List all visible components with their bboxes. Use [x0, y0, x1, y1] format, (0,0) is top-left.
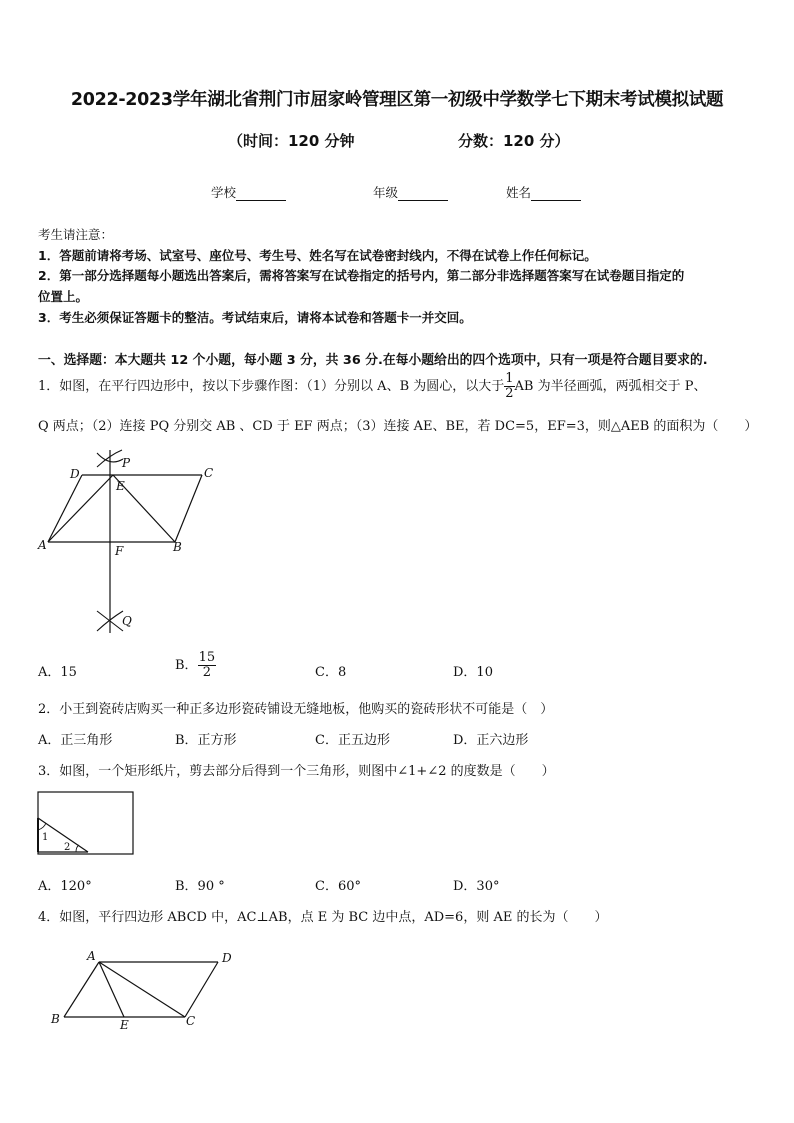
q4-edge-ab: [64, 962, 99, 1017]
q1-fraction: [504, 372, 514, 401]
q4-label-d: D: [222, 951, 232, 965]
q4-figure: [44, 945, 244, 1035]
q4-label-e: E: [120, 1018, 129, 1032]
school-blank: [236, 187, 286, 201]
q1-edge-cb: [175, 475, 202, 542]
q4-label-c: C: [186, 1014, 196, 1028]
q1-option-a[interactable]: A．15: [38, 665, 77, 680]
q1-label-d: D: [70, 467, 80, 481]
q4-edge-dc: [185, 962, 218, 1017]
q2-text: 2．小王到瓷砖店购买一种正多边形瓷砖铺设无缝地板，他购买的瓷砖形状不可能是（ ）: [38, 702, 554, 717]
q2-option-b[interactable]: B．正方形: [175, 733, 237, 748]
exam-title: 2022-2023学年湖北省荆门市屈家岭管理区第一初级中学数学七下期末考试模拟试题: [70, 90, 724, 110]
q3-option-c[interactable]: C．60°: [315, 879, 361, 894]
school-label: 学校: [211, 185, 237, 200]
q4-label-a: A: [87, 949, 96, 963]
grade-label: 年级: [373, 185, 399, 200]
q1-line1: [38, 372, 707, 401]
q1-edge-ad: [48, 475, 82, 542]
q1-option-c[interactable]: C．8: [315, 665, 347, 680]
q1-fraction-num: 1: [505, 371, 514, 386]
q1-option-b-prefix: B．: [175, 658, 198, 673]
name-label: 姓名: [506, 185, 532, 200]
grade-field: [373, 183, 448, 201]
name-field: [506, 183, 581, 201]
q2-option-d[interactable]: D．正六边形: [453, 733, 529, 748]
notice-item-2-cont: 位置上。: [38, 289, 89, 304]
q1-fraction-den: 2: [505, 386, 514, 401]
q1-option-b[interactable]: [175, 651, 216, 680]
q3-option-b[interactable]: B．90 °: [175, 879, 225, 894]
notice-item-2: 2．第一部分选择题每小题选出答案后，需将答案写在试卷指定的括号内，第二部分非选择题答案写在试卷题目指定的: [38, 268, 685, 283]
q1-label-b: B: [173, 540, 182, 554]
q3-angle1-arc: [38, 823, 46, 830]
q3-option-d[interactable]: D．30°: [453, 879, 500, 894]
q3-text: 3．如图，一个矩形纸片，剪去部分后得到一个三角形，则图中∠1+∠2 的度数是（ ）: [38, 764, 555, 779]
q1-label-f: F: [115, 544, 124, 558]
notice-item-3: 3．考生必须保证答题卡的整洁。考试结束后，请将本试卷和答题卡一并交回。: [38, 310, 472, 325]
q1-label-c: C: [204, 466, 214, 480]
q1-line2: Q 两点；（2）连接 PQ 分别交 AB 、CD 于 EF 两点；（3）连接 AE、BE，若 DC=5，EF=3，则△AEB 的面积为（ ）: [38, 419, 758, 434]
q1-label-a: A: [38, 538, 47, 552]
q1-figure: [30, 445, 240, 640]
q1-option-b-num: 15: [198, 650, 216, 665]
q1-option-d[interactable]: D．10: [453, 665, 493, 680]
q3-rectangle: [38, 792, 133, 854]
q4-text: 4．如图，平行四边形 ABCD 中，AC⊥AB，点 E 为 BC 边中点，AD=6，则 AE 的长为（ ）: [38, 910, 608, 925]
q2-option-c[interactable]: C．正五边形: [315, 733, 390, 748]
school-field: [211, 183, 286, 201]
grade-blank: [398, 187, 448, 201]
q1-segment-ae: [48, 475, 113, 542]
q3-label-1: 1: [42, 832, 49, 843]
notice-item-1: 1．答题前请将考场、试室号、座位号、考生号、姓名写在试卷密封线内，不得在试卷上作任何标记。: [38, 248, 597, 263]
exam-time: （时间：120 分钟: [228, 132, 355, 150]
name-blank: [531, 187, 581, 201]
exam-score: 分数：120 分）: [458, 132, 570, 150]
section-heading: 一、选择题：本大题共 12 个小题，每小题 3 分，共 36 分.在每小题给出的四个选项中，只有一项是符合题目要求的.: [38, 353, 708, 368]
q1-label-e: E: [116, 479, 125, 493]
q1-option-b-den: 2: [202, 665, 211, 680]
q1-line1-a: 1．如图，在平行四边形中，按以下步骤作图：（1）分别以 A、B 为圆心，以大于: [38, 379, 505, 394]
q1-label-q: Q: [122, 614, 132, 628]
q3-figure: [36, 790, 136, 856]
q3-label-2: 2: [64, 842, 71, 853]
q4-label-b: B: [51, 1012, 60, 1026]
notice-heading: 考生请注意：: [38, 227, 114, 242]
q1-option-b-fraction: [198, 651, 217, 680]
q1-label-p: P: [122, 456, 131, 470]
q1-line1-b: AB 为半径画弧，两弧相交于 P、: [514, 379, 707, 394]
q2-option-a[interactable]: A．正三角形: [38, 733, 113, 748]
q3-option-a[interactable]: A．120°: [38, 879, 92, 894]
